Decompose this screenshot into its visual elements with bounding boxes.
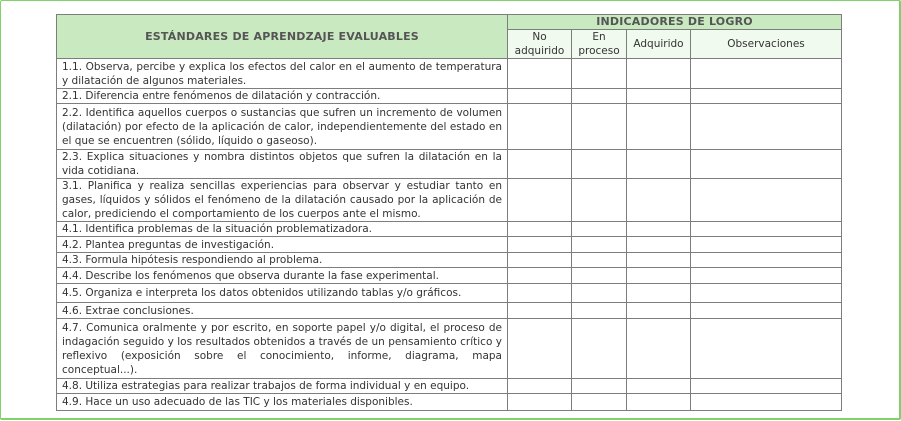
table-row xyxy=(57,253,842,268)
en-proceso-cell[interactable] xyxy=(572,394,627,411)
observaciones-cell[interactable] xyxy=(691,150,842,179)
no-adquirido-cell[interactable] xyxy=(508,284,572,303)
table-row xyxy=(57,303,842,319)
observaciones-cell[interactable] xyxy=(691,284,842,303)
en-proceso-cell[interactable] xyxy=(572,222,627,237)
standard-text: 4.1. Identifica problemas de la situación problematizadora. xyxy=(57,222,508,237)
column-header-observaciones: Observaciones xyxy=(691,30,842,59)
no-adquirido-cell[interactable] xyxy=(508,59,572,89)
no-adquirido-cell[interactable] xyxy=(508,268,572,284)
header-line: adquirido xyxy=(514,45,565,57)
table-row xyxy=(57,394,842,411)
observaciones-cell[interactable] xyxy=(691,222,842,237)
observaciones-cell[interactable] xyxy=(691,59,842,89)
standard-text: 4.9. Hace un uso adecuado de las TIC y los materiales disponibles. xyxy=(57,394,508,411)
en-proceso-cell[interactable] xyxy=(572,379,627,394)
observaciones-cell[interactable] xyxy=(691,394,842,411)
adquirido-cell[interactable] xyxy=(627,303,691,319)
table-row xyxy=(57,104,842,150)
en-proceso-cell[interactable] xyxy=(572,303,627,319)
adquirido-cell[interactable] xyxy=(627,284,691,303)
header-line: No xyxy=(532,31,547,43)
observaciones-cell[interactable] xyxy=(691,268,842,284)
table-row xyxy=(57,268,842,284)
table-row xyxy=(57,379,842,394)
observaciones-cell[interactable] xyxy=(691,303,842,319)
table-row xyxy=(57,89,842,104)
evaluation-rubric-table xyxy=(56,14,842,411)
en-proceso-cell[interactable] xyxy=(572,179,627,222)
en-proceso-cell[interactable] xyxy=(572,253,627,268)
adquirido-cell[interactable] xyxy=(627,268,691,284)
indicators-column-header: INDICADORES DE LOGRO xyxy=(508,15,842,30)
no-adquirido-cell[interactable] xyxy=(508,222,572,237)
standard-text: 2.2. Identifica aquellos cuerpos o sustancias que sufren un incremento de volumen (dilatación) por efecto de la aplicación de calor, independientemente del estado en el que se encuentren (sólido, líquido o gaseoso). xyxy=(57,104,508,150)
adquirido-cell[interactable] xyxy=(627,379,691,394)
table-row xyxy=(57,222,842,237)
observaciones-cell[interactable] xyxy=(691,253,842,268)
standards-column-header: ESTÁNDARES DE APRENDZAJE EVALUABLES xyxy=(57,15,508,59)
observaciones-cell[interactable] xyxy=(691,319,842,379)
adquirido-cell[interactable] xyxy=(627,89,691,104)
standard-text: 1.1. Observa, percibe y explica los efectos del calor en el aumento de temperatura y dilatación de algunos materiales. xyxy=(57,59,508,89)
no-adquirido-cell[interactable] xyxy=(508,237,572,253)
no-adquirido-cell[interactable] xyxy=(508,104,572,150)
no-adquirido-cell[interactable] xyxy=(508,303,572,319)
en-proceso-cell[interactable] xyxy=(572,150,627,179)
standard-text: 2.1. Diferencia entre fenómenos de dilatación y contracción. xyxy=(57,89,508,104)
adquirido-cell[interactable] xyxy=(627,394,691,411)
standard-text: 4.2. Plantea preguntas de investigación. xyxy=(57,237,508,253)
adquirido-cell[interactable] xyxy=(627,253,691,268)
en-proceso-cell[interactable] xyxy=(572,319,627,379)
observaciones-cell[interactable] xyxy=(691,237,842,253)
adquirido-cell[interactable] xyxy=(627,59,691,89)
no-adquirido-cell[interactable] xyxy=(508,379,572,394)
standard-text: 4.6. Extrae conclusiones. xyxy=(57,303,508,319)
en-proceso-cell[interactable] xyxy=(572,268,627,284)
adquirido-cell[interactable] xyxy=(627,179,691,222)
table-row xyxy=(57,179,842,222)
observaciones-cell[interactable] xyxy=(691,379,842,394)
table-row xyxy=(57,237,842,253)
adquirido-cell[interactable] xyxy=(627,150,691,179)
en-proceso-cell[interactable] xyxy=(572,89,627,104)
header-line: En xyxy=(592,31,606,43)
standard-text: 4.4. Describe los fenómenos que observa durante la fase experimental. xyxy=(57,268,508,284)
column-header-no-adquirido xyxy=(508,30,572,59)
observaciones-cell[interactable] xyxy=(691,179,842,222)
standard-text: 4.5. Organiza e interpreta los datos obtenidos utilizando tablas y/o gráficos. xyxy=(57,284,508,303)
table-row xyxy=(57,284,842,303)
en-proceso-cell[interactable] xyxy=(572,104,627,150)
adquirido-cell[interactable] xyxy=(627,319,691,379)
en-proceso-cell[interactable] xyxy=(572,284,627,303)
no-adquirido-cell[interactable] xyxy=(508,253,572,268)
standard-text: 4.7. Comunica oralmente y por escrito, en soporte papel y/o digital, el proceso de indagación seguido y los resultados obtenidos a través de un pensamiento crítico y reflexivo (exposición sobre el conocimiento, informe, diagrama, mapa conceptual...). xyxy=(57,319,508,379)
standard-text: 4.3. Formula hipótesis respondiendo al problema. xyxy=(57,253,508,268)
adquirido-cell[interactable] xyxy=(627,104,691,150)
no-adquirido-cell[interactable] xyxy=(508,179,572,222)
table-row xyxy=(57,150,842,179)
no-adquirido-cell[interactable] xyxy=(508,394,572,411)
adquirido-cell[interactable] xyxy=(627,222,691,237)
table-row xyxy=(57,319,842,379)
header-line: proceso xyxy=(578,45,620,57)
observaciones-cell[interactable] xyxy=(691,89,842,104)
en-proceso-cell[interactable] xyxy=(572,59,627,89)
column-header-adquirido: Adquirido xyxy=(627,30,691,59)
en-proceso-cell[interactable] xyxy=(572,237,627,253)
no-adquirido-cell[interactable] xyxy=(508,150,572,179)
column-header-en-proceso xyxy=(572,30,627,59)
table-row xyxy=(57,59,842,89)
no-adquirido-cell[interactable] xyxy=(508,319,572,379)
standard-text: 2.3. Explica situaciones y nombra distintos objetos que sufren la dilatación en la vida cotidiana. xyxy=(57,150,508,179)
no-adquirido-cell[interactable] xyxy=(508,89,572,104)
rubric-body xyxy=(57,59,842,411)
observaciones-cell[interactable] xyxy=(691,104,842,150)
standard-text: 4.8. Utiliza estrategias para realizar trabajos de forma individual y en equipo. xyxy=(57,379,508,394)
standard-text: 3.1. Planifica y realiza sencillas experiencias para observar y estudiar tanto en gases, líquidos y sólidos el fenómeno de la dilatación causado por la aplicación de calor, prediciendo el comportamiento de los cuerpos ante el mismo. xyxy=(57,179,508,222)
adquirido-cell[interactable] xyxy=(627,237,691,253)
